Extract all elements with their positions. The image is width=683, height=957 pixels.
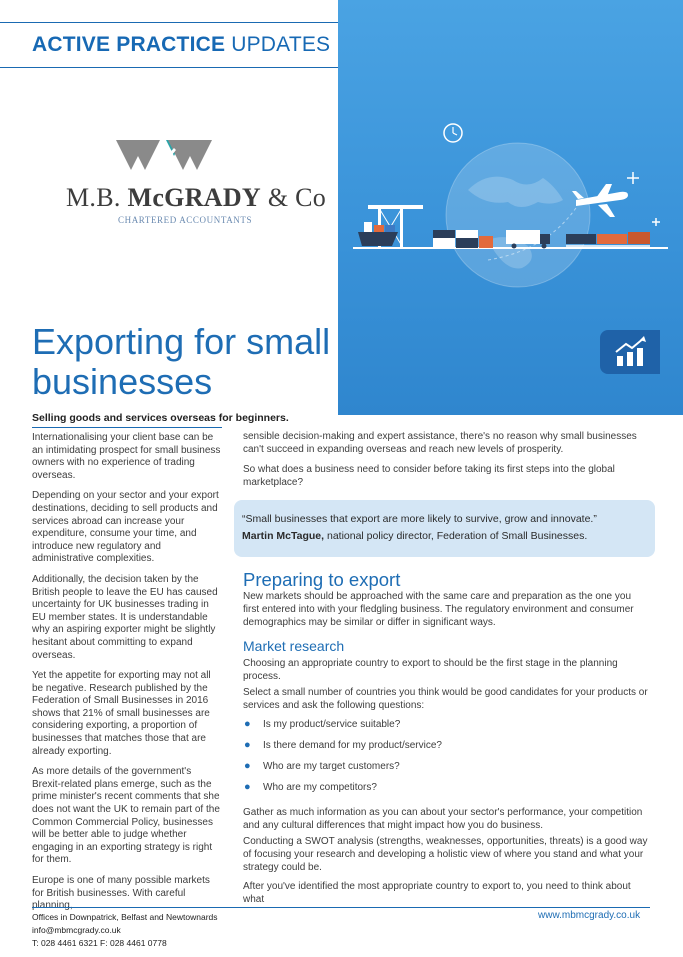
- paragraph: Depending on your sector and your export destinations, deciding to sell products and services abroad can increase your expenditure, consume your time, and introduce new regulatory and administrative complexities.: [32, 490, 219, 565]
- phone-numbers: T: 028 4461 6321 F: 028 4461 0778: [32, 938, 167, 948]
- company-tagline: CHARTERED ACCOUNTANTS: [118, 215, 253, 225]
- paragraph: sensible decision-making and expert assistance, there's no reason why small businesses can't succeed in expanding overseas and reach new levels of prosperity.: [243, 431, 637, 455]
- growth-chart-icon: [600, 330, 660, 374]
- company-logo-mark: [116, 140, 212, 179]
- paragraph: Choosing an appropriate country to export to should be the first stage in the planning process.: [243, 658, 618, 682]
- bullet-icon: ●: [244, 760, 251, 772]
- paragraph: So what does a business need to consider before taking its first steps into the global marketplace?: [243, 464, 615, 488]
- footer-divider: [32, 907, 650, 908]
- article-title: Exporting for small businesses: [32, 321, 331, 402]
- market-research-body: [243, 657, 653, 912]
- company-name: [66, 183, 326, 213]
- pull-quote: [234, 500, 655, 557]
- publication-title: [32, 33, 330, 57]
- plus-decoration: [627, 172, 660, 226]
- list-item: ● Is my product/service suitable?: [244, 718, 401, 730]
- footer-contact: [32, 911, 218, 950]
- list-item: ● Who are my competitors?: [244, 781, 377, 793]
- divider: [32, 427, 222, 428]
- article-subtitle: Selling goods and services overseas for beginners.: [32, 412, 289, 424]
- publication-title-regular: UPDATES: [231, 33, 331, 56]
- bullet-icon: ●: [244, 718, 251, 730]
- left-column: [32, 432, 222, 921]
- company-name-prefix: M.B.: [66, 183, 121, 212]
- paragraph: Additionally, the decision taken by the British people to leave the EU has caused uncertainty for UK businesses trading in EU member states. It is understandable why an aspiring exporter might be slightly hesitant about committing to expand overseas.: [32, 573, 218, 661]
- section-heading-preparing: Preparing to export: [243, 569, 401, 590]
- paragraph: As more details of the government's Brexit-related plans emerge, such as the prime minister's recent comments that she does not want the UK to remain part of the Common Commercial Policy, businesses will be better able to judge whether engaging in an exporting strategy is right for them.: [32, 766, 220, 866]
- paragraph: Select a small number of countries you think would be good candidates for your products or services and ask the following questions:: [243, 687, 648, 711]
- clock-icon: [444, 124, 462, 142]
- paragraph: Gather as much information as you can about your sector's performance, your competition and any cultural differences that might impact how you do business.: [243, 807, 643, 831]
- globe-icon: [446, 143, 590, 287]
- quote-author: Martin McTague,: [242, 530, 325, 542]
- growth-chart-badge: [600, 330, 660, 374]
- paragraph: New markets should be approached with the same care and preparation as the one you first entered into with your fledgling business. The regulatory environment and consumer demographics may be similar or differ in significant ways.: [243, 591, 634, 628]
- email-link[interactable]: info@mbmcgrady.co.uk: [32, 925, 121, 935]
- list-item: ● Who are my target customers?: [244, 760, 400, 772]
- company-name-bold: McGRADY: [127, 183, 261, 212]
- publication-title-bold: ACTIVE PRACTICE: [32, 33, 226, 56]
- paragraph: Conducting a SWOT analysis (strengths, weaknesses, opportunities, threats) is a good way of focusing your research and developing a holistic view of where you stand and what your strategy could be.: [243, 836, 648, 873]
- paragraph: Europe is one of many possible markets for British businesses. With careful planning,: [32, 875, 210, 912]
- quote-attribution: [242, 529, 647, 543]
- office-locations: Offices in Downpatrick, Belfast and Newtownards: [32, 912, 218, 922]
- question-list: [243, 718, 653, 802]
- website-link[interactable]: www.mbmcgrady.co.uk: [538, 910, 641, 921]
- company-name-suffix: & Co: [267, 183, 327, 212]
- list-item: ● Is there demand for my product/service?: [244, 739, 442, 751]
- paragraph: After you've identified the most appropriate country to export to, you need to think about what: [243, 881, 631, 905]
- paragraph: Internationalising your client base can be an intimidating prospect for small business owners with no experience of trading overseas.: [32, 432, 221, 481]
- quote-role: national policy director, Federation of Small Businesses.: [324, 530, 588, 542]
- bullet-icon: ●: [244, 781, 251, 793]
- bullet-icon: ●: [244, 739, 251, 751]
- section-heading-market-research: Market research: [243, 638, 345, 654]
- cargo-ship-icon: [358, 222, 398, 246]
- train-icon: [566, 232, 650, 246]
- paragraph: Yet the appetite for exporting may not all be negative. Research published by the Federation of Small Businesses in 2016 shows that 21% of small businesses are considering exporting, a proportion of businesses that matches those that are already exporting.: [32, 670, 211, 757]
- right-column-intro: [243, 430, 653, 496]
- quote-text: “Small businesses that export are more likely to survive, grow and innovate.”: [242, 513, 597, 525]
